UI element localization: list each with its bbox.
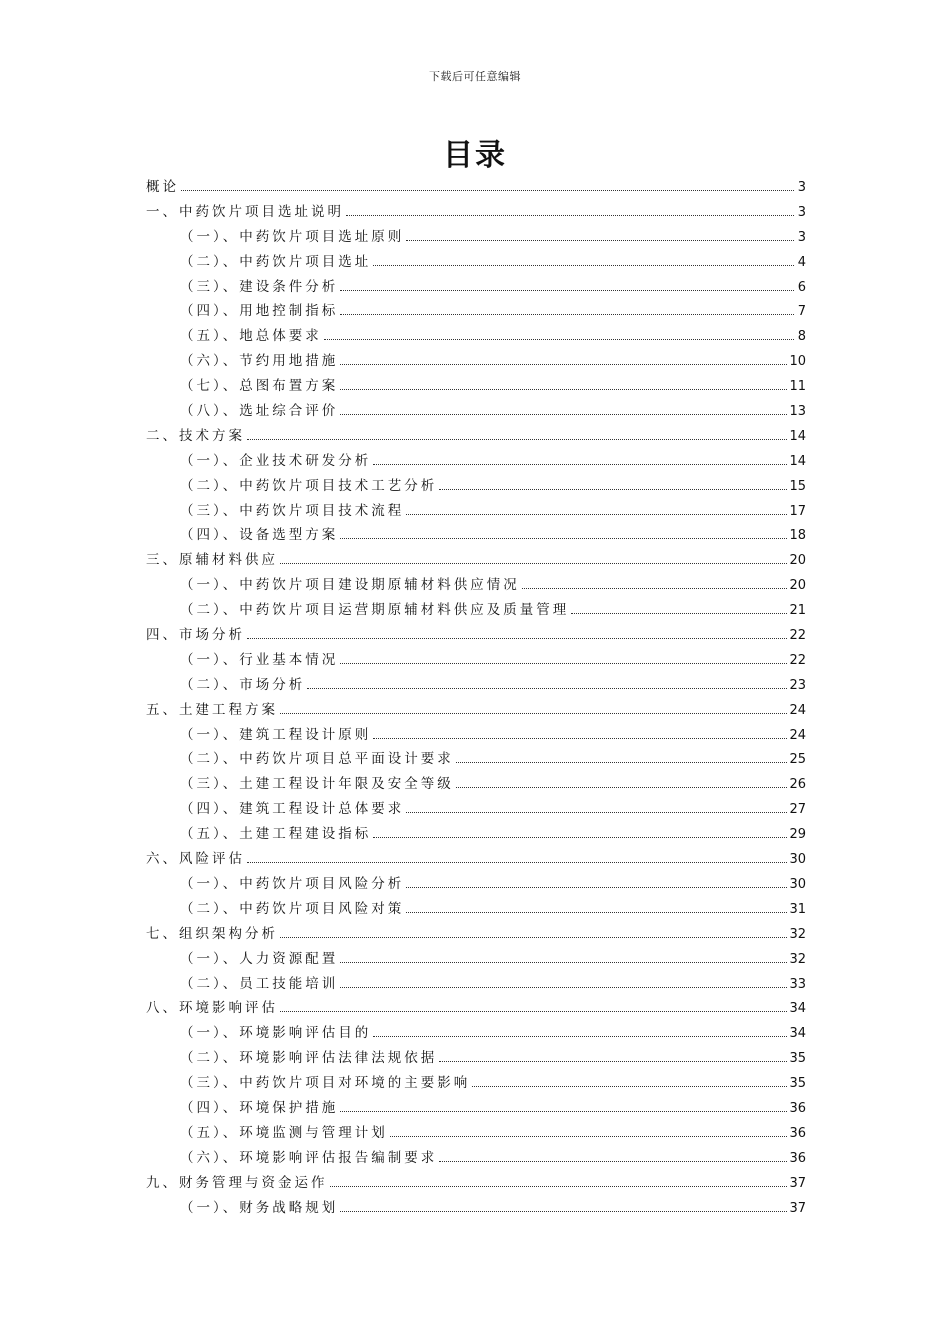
toc-dot-leader — [330, 1186, 788, 1187]
toc-entry[interactable] — [146, 847, 806, 872]
toc-entry-page: 26 — [789, 777, 806, 793]
toc-entry-page: 35 — [789, 1076, 806, 1092]
toc-entry-page: 36 — [789, 1125, 806, 1141]
toc-entry-label: （一）、企业技术研发分析 — [180, 452, 372, 469]
toc-entry-page: 3 — [797, 180, 806, 195]
toc-entry-label: （一）、中药饮片项目建设期原辅材料供应情况 — [180, 577, 520, 594]
toc-entry[interactable] — [146, 374, 806, 399]
toc-entry-label: （八）、选址综合评价 — [180, 403, 339, 420]
toc-entry-page: 30 — [789, 852, 806, 868]
toc-entry[interactable] — [146, 250, 806, 275]
toc-entry-label: （二）、中药饮片项目风险对策 — [180, 900, 405, 917]
toc-entry-label: （四）、设备选型方案 — [180, 527, 339, 544]
toc-entry[interactable] — [146, 972, 806, 997]
toc-dot-leader — [340, 1111, 787, 1112]
toc-entry-page: 23 — [789, 677, 806, 693]
toc-entry-page: 20 — [789, 553, 806, 569]
toc-entry-label: （七）、总图布置方案 — [180, 378, 339, 395]
toc-entry[interactable] — [146, 772, 806, 797]
toc-entry-page: 3 — [797, 204, 806, 220]
toc-dot-leader — [340, 1211, 787, 1212]
toc-entry[interactable] — [146, 1021, 806, 1046]
toc-entry-page: 14 — [789, 428, 806, 444]
toc-entry-label: （四）、用地控制指标 — [180, 303, 339, 320]
toc-dot-leader — [456, 787, 788, 788]
toc-entry[interactable] — [146, 797, 806, 822]
toc-entry-label: （六）、节约用地措施 — [180, 353, 339, 370]
toc-entry-page: 36 — [789, 1150, 806, 1166]
toc-dot-leader — [522, 588, 788, 589]
toc-entry-label: （六）、环境影响评估报告编制要求 — [180, 1149, 438, 1166]
toc-entry-page: 14 — [789, 453, 806, 469]
toc-entry[interactable] — [146, 648, 806, 673]
toc-entry[interactable] — [146, 1171, 806, 1196]
toc-entry[interactable] — [146, 399, 806, 424]
toc-entry[interactable] — [146, 623, 806, 648]
toc-dot-leader — [247, 638, 787, 639]
toc-entry-label: （二）、中药饮片项目选址 — [180, 253, 372, 270]
table-of-contents — [146, 175, 806, 1220]
toc-dot-leader — [373, 738, 787, 739]
toc-entry-label: （三）、建设条件分析 — [180, 278, 339, 295]
toc-entry-page: 21 — [789, 603, 806, 619]
toc-entry-label: （一）、建筑工程设计原则 — [180, 726, 372, 743]
toc-entry-label: 三、原辅材料供应 — [146, 552, 278, 569]
toc-dot-leader — [181, 190, 794, 191]
toc-entry[interactable] — [146, 349, 806, 374]
toc-dot-leader — [280, 563, 787, 564]
toc-entry-page: 31 — [789, 901, 806, 917]
toc-dot-leader — [247, 439, 787, 440]
toc-dot-leader — [439, 1161, 787, 1162]
toc-entry[interactable] — [146, 474, 806, 499]
toc-dot-leader — [571, 613, 787, 614]
toc-entry-label: （三）、土建工程设计年限及安全等级 — [180, 776, 454, 793]
toc-entry[interactable] — [146, 996, 806, 1021]
toc-dot-leader — [373, 265, 794, 266]
toc-entry-label: 一、中药饮片项目选址说明 — [146, 203, 344, 220]
toc-title: 目录 — [443, 138, 507, 173]
toc-entry[interactable] — [146, 1071, 806, 1096]
toc-entry-label: （二）、中药饮片项目总平面设计要求 — [180, 751, 454, 768]
toc-dot-leader — [340, 389, 787, 390]
toc-entry-page: 32 — [789, 951, 806, 967]
toc-entry-label: （二）、市场分析 — [180, 676, 306, 693]
toc-entry[interactable] — [146, 499, 806, 524]
toc-entry-label: 四、市场分析 — [146, 627, 245, 644]
toc-entry-page: 25 — [789, 752, 806, 768]
toc-dot-leader — [406, 912, 787, 913]
toc-entry-label: （一）、中药饮片项目风险分析 — [180, 875, 405, 892]
toc-entry[interactable] — [146, 424, 806, 449]
toc-entry-label: 五、土建工程方案 — [146, 701, 278, 718]
toc-entry-page: 7 — [797, 304, 806, 320]
toc-entry[interactable] — [146, 822, 806, 847]
toc-dot-leader — [280, 713, 787, 714]
toc-entry-page: 15 — [789, 478, 806, 494]
toc-dot-leader — [340, 414, 787, 415]
toc-entry[interactable] — [146, 1096, 806, 1121]
toc-dot-leader — [280, 937, 787, 938]
toc-dot-leader — [340, 314, 794, 315]
toc-dot-leader — [456, 762, 788, 763]
toc-entry-label: 八、环境影响评估 — [146, 1000, 278, 1017]
toc-entry-label: （一）、人力资源配置 — [180, 950, 339, 967]
toc-entry-page: 35 — [789, 1051, 806, 1067]
toc-entry[interactable] — [146, 673, 806, 698]
toc-dot-leader — [346, 215, 794, 216]
toc-dot-leader — [406, 240, 794, 241]
toc-dot-leader — [406, 812, 787, 813]
toc-entry-label: （五）、环境监测与管理计划 — [180, 1124, 388, 1141]
toc-entry[interactable] — [146, 1121, 806, 1146]
toc-dot-leader — [472, 1086, 787, 1087]
toc-dot-leader — [340, 364, 787, 365]
toc-dot-leader — [340, 290, 794, 291]
toc-entry[interactable] — [146, 1046, 806, 1071]
toc-entry-page: 29 — [789, 827, 806, 843]
toc-entry[interactable] — [146, 324, 806, 349]
toc-entry[interactable] — [146, 747, 806, 772]
toc-entry-label: 概论 — [146, 179, 179, 195]
toc-entry-label: （二）、员工技能培训 — [180, 975, 339, 992]
toc-entry[interactable] — [146, 523, 806, 548]
toc-entry-page: 17 — [789, 503, 806, 519]
toc-dot-leader — [340, 663, 787, 664]
toc-entry-page: 8 — [797, 329, 806, 345]
header-note: 下载后可任意编辑 — [429, 70, 521, 83]
toc-entry-page: 22 — [789, 652, 806, 668]
toc-dot-leader — [373, 464, 787, 465]
toc-entry-label: （二）、中药饮片项目运营期原辅材料供应及质量管理 — [180, 602, 570, 619]
toc-entry-page: 10 — [789, 354, 806, 370]
toc-entry[interactable] — [146, 1196, 806, 1221]
toc-entry-page: 33 — [789, 976, 806, 992]
toc-entry-label: （四）、环境保护措施 — [180, 1099, 339, 1116]
toc-entry-page: 4 — [797, 254, 806, 270]
toc-entry-label: （一）、行业基本情况 — [180, 651, 339, 668]
toc-entry-page: 20 — [789, 578, 806, 594]
toc-entry-page: 36 — [789, 1100, 806, 1116]
toc-entry-page: 32 — [789, 926, 806, 942]
toc-entry-page: 27 — [789, 802, 806, 818]
toc-entry[interactable] — [146, 1146, 806, 1171]
toc-dot-leader — [247, 862, 787, 863]
toc-entry-page: 22 — [789, 628, 806, 644]
toc-entry[interactable] — [146, 299, 806, 324]
toc-entry[interactable] — [146, 698, 806, 723]
toc-dot-leader — [340, 538, 787, 539]
toc-dot-leader — [307, 688, 787, 689]
toc-entry-page: 13 — [789, 404, 806, 420]
toc-entry-label: 九、财务管理与资金运作 — [146, 1174, 328, 1191]
toc-entry-page: 37 — [789, 1175, 806, 1191]
toc-dot-leader — [373, 837, 787, 838]
toc-entry[interactable] — [146, 598, 806, 623]
toc-entry-page: 34 — [789, 1001, 806, 1017]
toc-entry[interactable] — [146, 872, 806, 897]
toc-dot-leader — [280, 1011, 787, 1012]
toc-entry-page: 24 — [789, 702, 806, 718]
toc-entry-page: 24 — [789, 727, 806, 743]
toc-dot-leader — [439, 1061, 787, 1062]
toc-entry-label: （五）、土建工程建设指标 — [180, 826, 372, 843]
toc-entry-label: （三）、中药饮片项目技术流程 — [180, 502, 405, 519]
toc-entry[interactable] — [146, 922, 806, 947]
toc-entry-page: 34 — [789, 1026, 806, 1042]
toc-dot-leader — [340, 962, 787, 963]
toc-dot-leader — [406, 887, 787, 888]
toc-entry-label: 七、组织架构分析 — [146, 925, 278, 942]
toc-entry-label: 六、风险评估 — [146, 851, 245, 868]
toc-entry-label: （一）、财务战略规划 — [180, 1199, 339, 1216]
toc-dot-leader — [406, 514, 787, 515]
toc-entry-page: 30 — [789, 876, 806, 892]
toc-dot-leader — [373, 1036, 787, 1037]
toc-entry-label: （一）、环境影响评估目的 — [180, 1025, 372, 1042]
toc-dot-leader — [390, 1136, 788, 1137]
toc-entry-label: （四）、建筑工程设计总体要求 — [180, 801, 405, 818]
toc-entry-label: 二、技术方案 — [146, 427, 245, 444]
toc-entry[interactable] — [146, 947, 806, 972]
toc-entry-label: （五）、地总体要求 — [180, 328, 322, 345]
toc-entry-label: （二）、环境影响评估法律法规依据 — [180, 1050, 438, 1067]
toc-entry-page: 6 — [797, 279, 806, 295]
toc-entry-page: 37 — [789, 1200, 806, 1216]
toc-entry-page: 11 — [789, 379, 806, 395]
toc-entry-label: （一）、中药饮片项目选址原则 — [180, 228, 405, 245]
toc-entry[interactable] — [146, 548, 806, 573]
toc-entry-page: 18 — [789, 528, 806, 544]
toc-entry-label: （三）、中药饮片项目对环境的主要影响 — [180, 1075, 471, 1092]
toc-entry[interactable] — [146, 200, 806, 225]
toc-entry-label: （二）、中药饮片项目技术工艺分析 — [180, 477, 438, 494]
toc-dot-leader — [324, 339, 794, 340]
toc-entry-page: 3 — [797, 229, 806, 245]
toc-dot-leader — [340, 987, 787, 988]
toc-entry[interactable] — [146, 449, 806, 474]
toc-entry[interactable] — [146, 573, 806, 598]
toc-dot-leader — [439, 489, 787, 490]
toc-entry[interactable] — [146, 275, 806, 300]
toc-entry[interactable] — [146, 225, 806, 250]
toc-entry[interactable] — [146, 897, 806, 922]
toc-entry[interactable] — [146, 723, 806, 748]
toc-entry[interactable] — [146, 175, 806, 200]
